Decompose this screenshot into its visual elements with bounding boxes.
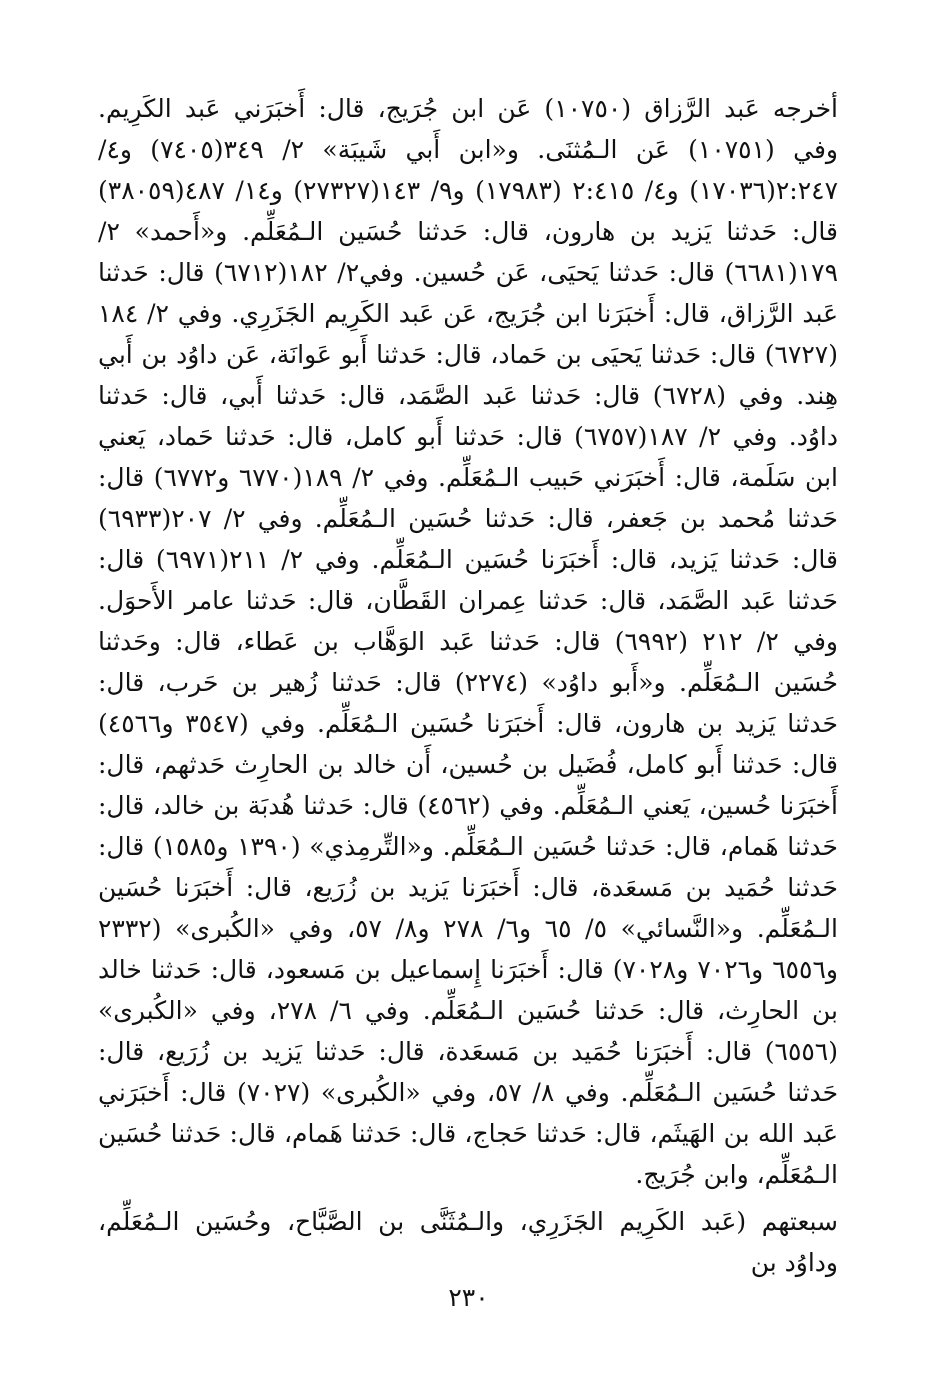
- page-number: ٢٣٠: [448, 1283, 489, 1312]
- page-body: [98, 88, 838, 1283]
- takhrij-paragraph: أخرجه عَبد الرَّزاق (١٠٧٥٠) عَن ابن جُرَيج، قال: أَخبَرَني عَبد الكَرِيم. وفي (١٠٧٥١) عَن الـمُثنَى. و«ابن أَبي شَيبَة» ٢/ ٣٤٩(٧٤٠٥) و٤/ ٢:٢٤٧(١٧٠٣٦) و٤/ ٢:٤١٥ (١٧٩٨٣) و٩/ ١٤٣(٢٧٣٢٧) و١٤/ ٤٨٧(٣٨٠٥٩) قال: حَدثنا يَزيد بن هارون، قال: حَدثنا حُسَين الـمُعَلِّم. و«أَحمد» ٢/ ١٧٩(٦٦٨١) قال: حَدثنا يَحيَى، عَن حُسين. وفي٢/ ١٨٢(٦٧١٢) قال: حَدثنا عَبد الرَّزاق، قال: أَخبَرَنا ابن جُرَيج، عَن عَبد الكَرِيم الجَزَرِي. وفي ٢/ ١٨٤ (٦٧٢٧) قال: حَدثنا يَحيَى بن حَماد، قال: حَدثنا أَبو عَوانَة، عَن داوُد بن أَبي هِند. وفي (٦٧٢٨) قال: حَدثنا عَبد الصَّمَد، قال: حَدثنا أَبي، قال: حَدثنا داوُد. وفي ٢/ ١٨٧(٦٧٥٧) قال: حَدثنا أَبو كامل، قال: حَدثنا حَماد، يَعني ابن سَلَمة، قال: أَخبَرَني حَبيب الـمُعَلِّم. وفي ٢/ ١٨٩(٦٧٧٠ و٦٧٧٢) قال: حَدثنا مُحمد بن جَعفر، قال: حَدثنا حُسَين الـمُعَلِّم. وفي ٢/ ٢٠٧(٦٩٣٣) قال: حَدثنا يَزيد، قال: أَخبَرَنا حُسَين الـمُعَلِّم. وفي ٢/ ٢١١(٦٩٧١) قال: حَدثنا عَبد الصَّمَد، قال: حَدثنا عِمران القَطَّان، قال: حَدثنا عامر الأَحوَل. وفي ٢/ ٢١٢ (٦٩٩٢) قال: حَدثنا عَبد الوَهَّاب بن عَطاء، قال: وحَدثنا حُسَين الـمُعَلِّم. و«أَبو داوُد» (٢٢٧٤) قال: حَدثنا زُهير بن حَرب، قال: حَدثنا يَزيد بن هارون، قال: أَخبَرَنا حُسَين الـمُعَلِّم. وفي (٣٥٤٧ و٤٥٦٦) قال: حَدثنا أَبو كامل، فُضَيل بن حُسين، أَن خالد بن الحارِث حَدثهم، قال: أَخبَرَنا حُسين، يَعني الـمُعَلِّم. وفي (٤٥٦٢) قال: حَدثنا هُدبَة بن خالد، قال: حَدثنا هَمام، قال: حَدثنا حُسَين الـمُعَلِّم. و«التِّرمِذي» (١٣٩٠ و١٥٨٥) قال: حَدثنا حُمَيد بن مَسعَدة، قال: أَخبَرَنا يَزيد بن زُرَيع، قال: أَخبَرَنا حُسَين الـمُعَلِّم. و«النَّسائي» ٥/ ٦٥ و٦/ ٢٧٨ و٨/ ٥٧، وفي «الكُبرى» (٢٣٣٢ و٦٥٥٦ و٧٠٢٦ و٧٠٢٨) قال: أَخبَرَنا إِسماعيل بن مَسعود، قال: حَدثنا خالد بن الحارِث، قال: حَدثنا حُسَين الـمُعَلِّم. وفي ٦/ ٢٧٨، وفي «الكُبرى» (٦٥٥٦) قال: أَخبَرَنا حُمَيد بن مَسعَدة، قال: حَدثنا يَزيد بن زُرَيع، قال: حَدثنا حُسَين الـمُعَلِّم. وفي ٨/ ٥٧، وفي «الكُبرى» (٧٠٢٧) قال: أَخبَرَني عَبد الله بن الهَيثَم، قال: حَدثنا حَجاج، قال: حَدثنا هَمام، قال: حَدثنا حُسَين الـمُعَلِّم، وابن جُرَيج.: [98, 94, 839, 1189]
- summary-paragraph: سبعتهم (عَبد الكَرِيم الجَزَرِي، والـمُثَنَّى بن الصَّبَّاح، وحُسَين الـمُعَلِّم، وداوُد بن: [98, 1207, 838, 1277]
